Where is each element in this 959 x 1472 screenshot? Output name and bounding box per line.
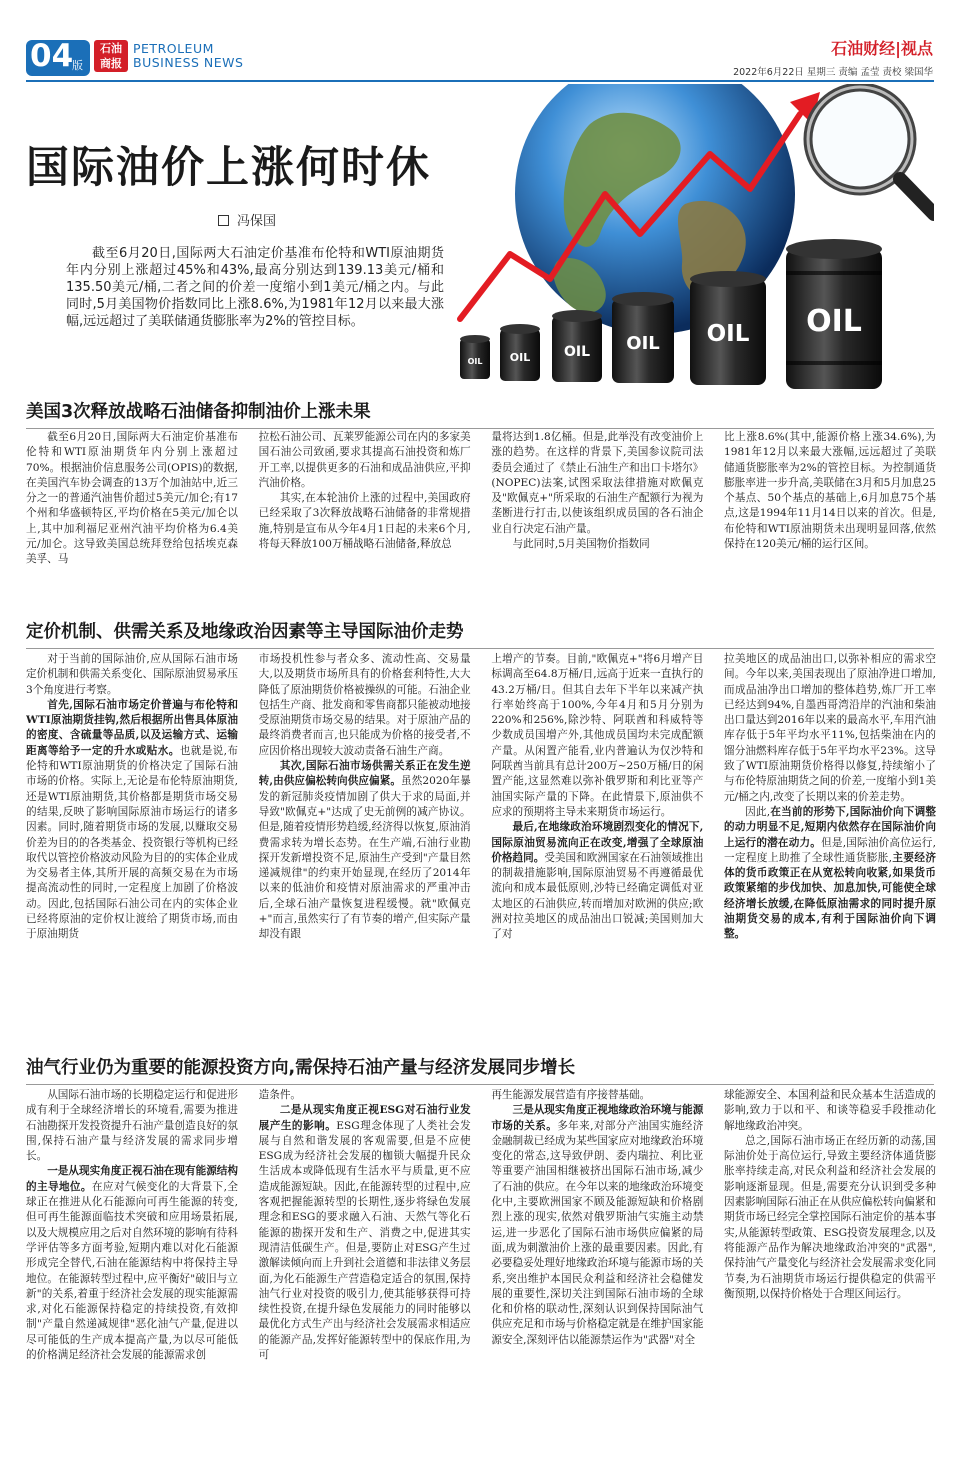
page-number-badge bbox=[26, 40, 90, 76]
page-number: 04 bbox=[30, 38, 74, 74]
barrel-label: OIL bbox=[467, 357, 483, 366]
paragraph bbox=[724, 805, 936, 943]
publication-name-line1: PETROLEUM bbox=[133, 41, 214, 56]
bold-lead: 首先,国际石油市场定价普遍与布伦特和WTI原油期货挂钩,然后根据所出售具体原油的密度、含硫量等品质,以及运输方式、运输距离等给予一定的升水或贴水。 bbox=[26, 698, 238, 757]
column-title bbox=[831, 36, 933, 59]
paragraph-text: 虽然2020年暴发的新冠肺炎疫情加剧了供大于求的局面,并导致"欧佩克+"达成了史无前例的减产协议。但是,随着疫情形势趋缓,经济得以恢复,原油消费需求转为增长态势。在生产端,石油行业勘探开发新增投资不足,原油生产受到"产量目然递减规律"的约束开始显现,在经历了2014年以来的低油价和疫情对原油需求的严重冲击后,全球石油产量恢复进程缓慢。就"欧佩克+"而言,虽然实行了有节奏的增产,但实际产量却没有跟 bbox=[258, 775, 471, 941]
bold-text: 在当前的形势下,国际油价向下调整的动力明显不足,短期内依然存在国际油价向上运行的潜在动力。 bbox=[723, 805, 936, 849]
section-2-column-2 bbox=[259, 652, 471, 1036]
author-name: 冯保国 bbox=[237, 214, 277, 229]
masthead bbox=[0, 0, 959, 82]
paragraph: 拉松石油公司、瓦莱罗能源公司在内的多家美国石油公司致函,要求其提高石油投资和炼厂开工率,以提供更多的石油和成品油供应,平抑汽油价格。 bbox=[258, 431, 471, 489]
paragraph bbox=[491, 1103, 703, 1348]
section-3-column-1 bbox=[26, 1088, 238, 1460]
oil-globe-illustration bbox=[440, 84, 934, 402]
dateline: 2022年6月22日 星期三 责编 孟莹 责校 梁国华 bbox=[733, 67, 933, 78]
section-3-columns bbox=[26, 1088, 936, 1460]
paragraph: 量将达到1.8亿桶。但是,此举没有改变油价上涨的趋势。在这样的背景下,美国参议院司法委员会通过了《禁止石油生产和出口卡塔尔》(NOPEC)法案,试图采取法律措施对欧佩克及"欧佩克+"所采取的石油生产配额行为视为垄断进行打击,以使该组织成员国的各石油企业自行决定石油产量。 bbox=[491, 431, 704, 535]
section-heading-3: 油气行业仍为重要的能源投资方向,需保持石油产量与经济发展同步增长 bbox=[26, 1054, 934, 1079]
article-lede: 截至6月20日,国际两大石油定价基准布伦特和WTI原油期货年内分别上涨超过45%和43%,最高分别达到139.13美元/桶和135.50美元/桶,二者之间的价差一度缩小到1美元/桶之内。与此同时,5月美国物价指数同比上涨8.6%,为1981年12月以来最大涨幅,远远超过了美联储通货膨胀率为2%的管控目标。 bbox=[66, 246, 444, 329]
publication-name-line2: BUSINESS NEWS bbox=[133, 55, 244, 70]
paragraph: 对于当前的国际油价,应从国际石油市场定价机制和供需关系变化、国际原油贸易承压3个角度进行考察。 bbox=[26, 653, 238, 696]
section-2-column-4 bbox=[724, 652, 936, 1036]
paragraph bbox=[26, 698, 238, 943]
section-1-column-3 bbox=[491, 430, 703, 592]
column-separator: | bbox=[895, 39, 901, 58]
logo-text-top: 石油 bbox=[100, 42, 122, 55]
publication-name bbox=[133, 42, 243, 70]
bold-lead: 最后,在地缘政治环境剧烈变化的情况下,国际原油贸易流向正在改变,增强了全球原油价格趋同。 bbox=[491, 821, 704, 864]
paragraph: 从国际石油市场的长期稳定运行和促进形成有利于全球经济增长的环境看,需要为推进石油勘探开发投资提升石油产量创造良好的氛围,保持石油产量与经济发展的需求同步增长。 bbox=[26, 1089, 238, 1163]
bold-lead: 二是从现实角度正视ESG对石油行业发展产生的影响。 bbox=[258, 1104, 471, 1132]
paragraph: 球能源安全、本国利益和民众基本生活造成的影响,致力于以和平、和谈等稳妥手段推动化解地缘政治冲突。 bbox=[723, 1089, 936, 1132]
paragraph-text: 在应对气候变化的大背景下,全球正在推进从化石能源向可再生能源的转变,但可再生能源面临技术突破和应用场景拓展,以及大规模应用之后对自然环境的影响有待科学评估等多方面考验,短期内难以对化石能源形成完全替代,石油在能源结构中将保持主导地位。在能源转型过程中,应平衡好"破旧与立新"的关系,着重于经济社会发展的现实能源需求,对化石能源保持稳定的持续投资,有效抑制"产量自然递减规律"恶化油气产量,促进以尽可能低的生产成本提高产量,为以尽可能低的价格满足经济社会发展的能源需求创 bbox=[26, 1180, 238, 1362]
paragraph: 上增产的节奏。目前,"欧佩克+"将6月增产目标调高至64.8万桶/日,远高于近来一直执行的43.2万桶/日。但其自去年下半年以来减产执行率始终高于100%,今年4月和5月分别为220%和256%,除沙特、阿联酋和科威特等少数成员国增产外,其他成员国均未完成配额产量。从闲置产能看,业内普遍认为仅沙特和阿联酋当前具有总计200万~250万桶/日的闲置产能,这显然难以弥补俄罗斯和利比亚等产油国实际产量的下降。在此情景下,原油供不应求的预期将主导未来期货市场运行。 bbox=[491, 653, 704, 818]
paragraph bbox=[259, 759, 471, 943]
barrel-label: OIL bbox=[706, 321, 750, 347]
hero-illustration bbox=[440, 84, 934, 402]
section-1-column-2 bbox=[259, 430, 471, 592]
paragraph: 总之,国际石油市场正在经历新的动荡,国际油价处于高位运行,导致主要经济体通货膨胀率持续走高,对民众利益和经济社会发展的影响逐渐显现。但是,需要充分认识到受多种因素影响国际石油正在从供应偏松转向偏紧和期货市场已经完全掌控国际石油定价的基本事实,从能源转型政策、ESG投资发展理念,以及将能源产品作为解决地缘政治冲突的"武器",保持油气产量变化与经济社会发展需求变化同节奏,为石油期货市场运行提供稳定的供需平衡预期,以保持价格处于合理区间运行。 bbox=[723, 1134, 936, 1300]
paragraph-text: 也就是说,布伦特和WTI原油期货的价格决定了国际石油市场的价格。实际上,无论是布伦特原油期货,还是WTI原油期货,其价格都是期货市场交易的结果,反映了影响国际原油市场运行的诸多因素。同时,随着期货市场的发展,以赚取交易价差为目的的各类基金、投资银行等机构已经取代以管控价格波动风险为目的的实体企业成为交易者主体,其所开展的高频交易在为市场提高流动性的同时,一定程度上加剧了价格波动。因此,包括国际石油公司在内的实体企业已经将原油的定价权让渡给了期货市场,而由于原油期货 bbox=[26, 744, 238, 941]
paragraph bbox=[26, 1164, 238, 1363]
column-name: 石油财经 bbox=[831, 39, 896, 58]
bold-lead: 三是从现实角度正视地缘政治环境与能源市场的关系。 bbox=[491, 1104, 704, 1132]
paragraph: 比上涨8.6%(其中,能源价格上涨34.6%),为1981年12月以来最大涨幅,远远超过了美联储通货膨胀率为2%的管控目标。为控制通货膨胀率进一步升高,美联储在3月和5月加息25个基点、50个基点的基础上,6月加息75个基点,这是1994年11月14日以来的首次。但是,布伦特和WTI原油期货未出现明显回落,依然保持在120美元/桶的运行区间。 bbox=[723, 431, 936, 551]
paragraph: 再生能源发展营造有序接替基础。 bbox=[491, 1089, 651, 1101]
paragraph: 拉美地区的成品油出口,以弥补相应的需求空间。今年以来,美国表现出了原油净进口增加,而成品油净出口增加的整体趋势,炼厂开工率已经达到94%,自墨西哥湾沿岸的汽油和柴油出口量达到2016年以来的最高水平,车用汽油库存低于5年平均水平11%,包括柴油在内的馏分油燃料库存低于5年平均水平23%。这导致了WTI原油期货价格得以修复,持续缩小了与布伦特原油期货之间的价差,一度缩小到1美元/桶之内,改变了长期以来的价差走势。 bbox=[723, 653, 936, 803]
section-2-column-1 bbox=[26, 652, 238, 1036]
paragraph bbox=[259, 1103, 471, 1363]
section-1-column-4 bbox=[724, 430, 936, 592]
section-2-column-3 bbox=[491, 652, 703, 1036]
section-3-column-4 bbox=[724, 1088, 936, 1460]
column-subname: 视点 bbox=[900, 39, 933, 58]
bold-text: 主要经济体的货币政策正在从宽松转向收紧,如果货币政策紧缩的步伐加快、加息加快,可能使全球经济增长放缓,在降低原油需求的同时提升原油期货交易的成本,有利于国际油价向下调整。 bbox=[723, 851, 936, 941]
barrel-label: OIL bbox=[626, 333, 660, 354]
section-3-column-3 bbox=[491, 1088, 703, 1460]
paragraph-text: 多年来,对部分产油国实施经济金融制裁已经成为某些国家应对地缘政治环境变化的常态,这导致伊朗、委内瑞拉、利比亚等重要产油国相继被挤出国际石油市场,减少了石油的供应。在今年以来的地缘政治环境变化中,主要欧洲国家不顾及能源短缺和价格剧烈上涨的现实,依然对俄罗斯油气实施主动禁运,进一步恶化了国际石油市场供应偏紧的局面,成为刺激油价上涨的最重要因素。因此,有必要稳妥处理好地缘政治环境与能源市场的关系,突出维护本国民众利益和经济社会稳健发展的重要性,深切关注到国际石油市场的全球化和价格的联动性,深刻认识到保持国际油气供应充足和市场与价格稳定就是在维护国家能源安全,深刻评估以能源禁运作为"武器"对全 bbox=[491, 1119, 704, 1346]
article-title: 国际油价上涨何时休 bbox=[26, 143, 431, 193]
bold-lead: 其次,国际石油市场供需关系正在发生逆转,由供应偏松转向供应偏紧。 bbox=[258, 760, 471, 788]
section-2-columns bbox=[26, 652, 936, 1036]
barrel-label: OIL bbox=[563, 344, 591, 360]
paragraph-text: 因此, bbox=[745, 805, 771, 818]
masthead-rule bbox=[26, 80, 934, 82]
section-1-columns bbox=[26, 430, 936, 592]
newspaper-logo bbox=[94, 40, 128, 72]
paragraph: 造条件。 bbox=[258, 1089, 302, 1101]
paragraph bbox=[491, 820, 703, 942]
paragraph-text: 受美国和欧洲国家在石油领域推出的制裁措施影响,国际原油贸易不再遵循最优流向和成本最低原则,沙特已经确定调低对亚太地区的石油供应,转而增加对欧洲的供应;欧洲对拉美地区的成品油出口锐减;美国则加大了对 bbox=[491, 851, 704, 941]
paragraph: 与此同时,5月美国物价指数同 bbox=[512, 538, 650, 551]
section-3-column-2 bbox=[259, 1088, 471, 1460]
paragraph-text: ESG理念体现了人类社会发展与自然和谐发展的客观需要,但是不应使ESG成为经济社会发展的枷锁大幅提升民众生活成本或降低现有生活水平与质量,更不应造成能源短缺。因此,在能源转型的过程中,应客观把握能源转型的长期性,逐步将绿色发展理念和ESG的要求融入石油、天然气等化石能源的勘探开发和生产、消费之中,促进其实现清洁低碳生产。但是,要防止对ESG产生过激解读倾向而上升到社会道德和非法律义务层面,为化石能源生产营造稳定适合的氛围,保持油气行业对投资的吸引力,使其能够获得可持续性投资,在提升绿色发展能力的同时能够以最优化方式生产出与经济社会发展需求相适应的能源产品,发挥好能源转型中的保底作用,为可 bbox=[258, 1119, 471, 1362]
logo-text-bottom: 商报 bbox=[100, 57, 122, 70]
paragraph: 其实,在本轮油价上涨的过程中,美国政府已经采取了3次释放战略石油储备的非常规措施,特别是宣布从今年4月1日起的未来6个月,将每天释放100万桶战略石油储备,释放总 bbox=[258, 492, 471, 551]
section-1-column-1 bbox=[26, 430, 238, 592]
paragraph: 市场投机性参与者众多、流动性高、交易量大,以及期货市场所具有的价格套利特性,大大降低了原油期货价格被操纵的可能。石油企业包括生产商、批发商和零售商都只能被动地接受原油期货市场交易的结果。对于原油产品的最终消费者而言,也只能成为价格的接受者,不应因价格出现较大波动责备石油生产商。 bbox=[258, 653, 471, 757]
paragraph: 截至6月20日,国际两大石油定价基准布伦特和WTI原油期货年内分别上涨超过70%。根据油价信息服务公司(OPIS)的数据,在美国汽车协会调查的13万个加油站中,近三分之一的普通汽油售价超过5美元/加仑;有17个州和华盛顿特区,平均价格在5美元/加仑以上,其中加利福尼亚州汽油平均价格为6.4美元/加仑。这导致美国总统拜登给包括埃克森美孚、马 bbox=[26, 431, 238, 566]
section-heading-1: 美国3次释放战略石油储备抑制油价上涨未果 bbox=[26, 398, 934, 423]
bold-lead: 一是从现实角度正视石油在现有能源结构的主导地位。 bbox=[26, 1165, 238, 1193]
barrel-label: OIL bbox=[806, 304, 862, 339]
barrel-label: OIL bbox=[509, 351, 531, 364]
byline-marker-icon bbox=[218, 215, 229, 226]
byline bbox=[218, 210, 276, 229]
page-suffix: 版 bbox=[72, 59, 83, 72]
paragraph-text: 但是,国际油价高位运行,一定程度上助推了全球性通货膨胀, bbox=[723, 836, 936, 864]
section-heading-2: 定价机制、供需关系及地缘政治因素等主导国际油价走势 bbox=[26, 618, 934, 643]
